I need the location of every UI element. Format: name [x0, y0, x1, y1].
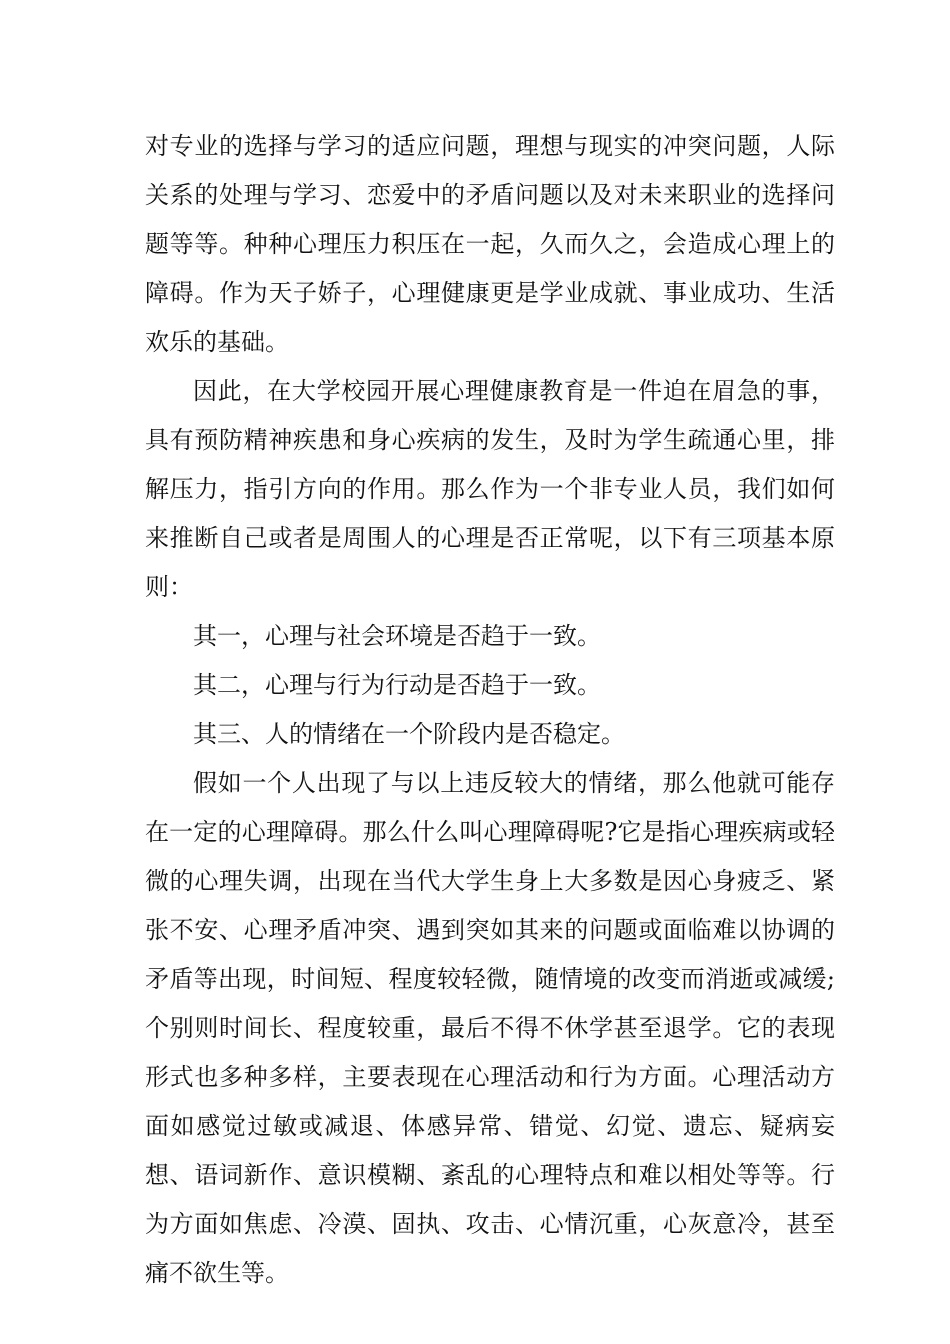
paragraph-continuation: 对专业的选择与学习的适应问题，理想与现实的冲突问题，人际关系的处理与学习、恋爱中的矛盾问题以及对未来职业的选择问题等等。种种心理压力积压在一起，久而久之，会造成心理上的障碍。作为天子娇子，心理健康更是学业成就、事业成功、生活欢乐的基础。 — [145, 132, 835, 356]
principle-three: 其三、人的情绪在一个阶段内是否稳定。 — [193, 720, 625, 748]
document-body — [145, 122, 835, 1298]
principle-one: 其一，心理与社会环境是否趋于一致。 — [193, 622, 601, 650]
paragraph-mental-health-education: 因此，在大学校园开展心理健康教育是一件迫在眉急的事，具有预防精神疾患和身心疾病的发生，及时为学生疏通心里，排解压力，指引方向的作用。那么作为一个非专业人员，我们如何来推断自己或者是周围人的心理是否正常呢，以下有三项基本原则： — [145, 377, 835, 601]
principle-two: 其二，心理与行为行动是否趋于一致。 — [193, 671, 601, 699]
paragraph-psychological-disorders: 假如一个人出现了与以上违反较大的情绪，那么他就可能存在一定的心理障碍。那么什么叫心理障碍呢?它是指心理疾病或轻微的心理失调，出现在当代大学生身上大多数是因心身疲乏、紧张不安、心理矛盾冲突、遇到突如其来的问题或面临难以协调的矛盾等出现，时间短、程度较轻微，随情境的改变而消逝或减缓;个别则时间长、程度较重，最后不得不休学甚至退学。它的表现形式也多种多样，主要表现在心理活动和行为方面。心理活动方面如感觉过敏或减退、体感异常、错觉、幻觉、遗忘、疑病妄想、语词新作、意识模糊、紊乱的心理特点和难以相处等等。行为方面如焦虑、冷漠、固执、攻击、心情沉重，心灰意冷，甚至痛不欲生等。 — [145, 769, 835, 1287]
